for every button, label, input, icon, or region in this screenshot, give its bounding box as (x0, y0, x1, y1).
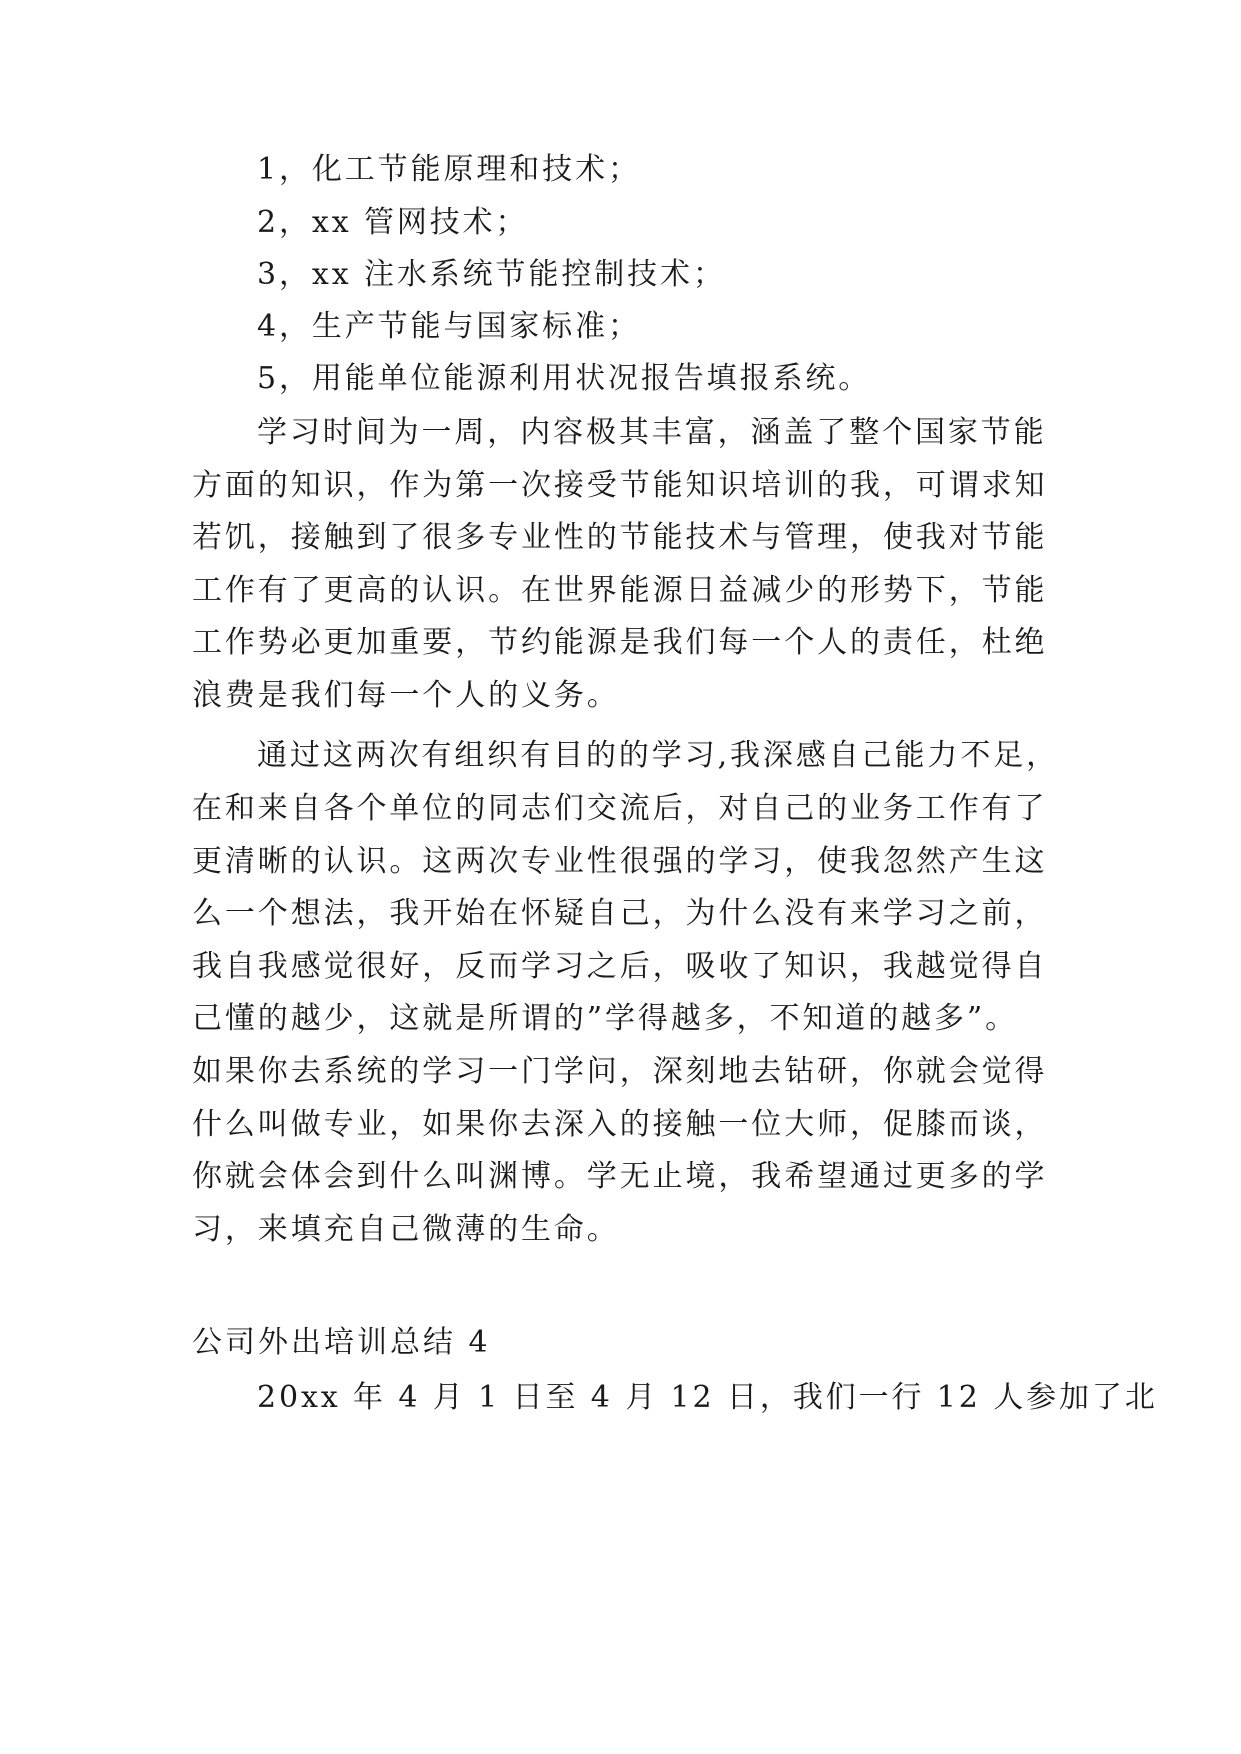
list-item-5: 5，用能单位能源利用状况报告填报系统。 (257, 361, 872, 396)
paragraph-3-line-1: 20xx 年 4 月 1 日至 4 月 12 日，我们一行 12 人参加了北 (257, 1380, 1158, 1415)
paragraph-1-line-2: 方面的知识，作为第一次接受节能知识培训的我，可谓求知 (192, 468, 1048, 503)
paragraph-1-line-3: 若饥，接触到了很多专业性的节能技术与管理，使我对节能 (192, 520, 1048, 555)
list-item-2: 2，xx 管网技术； (257, 205, 529, 240)
paragraph-2-line-10: 习，来填充自己微薄的生命。 (192, 1212, 620, 1247)
list-item-1: 1，化工节能原理和技术； (257, 152, 641, 187)
paragraph-2-line-9: 你就会体会到什么叫渊博。学无止境，我希望通过更多的学 (192, 1159, 1048, 1194)
paragraph-2-line-7: 如果你去系统的学习一门学问，深刻地去钻研，你就会觉得 (192, 1054, 1048, 1089)
paragraph-2-line-5: 我自我感觉很好，反而学习之后，吸收了知识，我越觉得自 (192, 949, 1048, 984)
paragraph-2-line-4: 么一个想法，我开始在怀疑自己，为什么没有来学习之前， (192, 896, 1048, 931)
paragraph-1-line-4: 工作有了更高的认识。在世界能源日益减少的形势下，节能 (192, 573, 1048, 608)
list-item-3: 3，xx 注水系统节能控制技术； (257, 257, 726, 292)
section-heading: 公司外出培训总结 4 (192, 1325, 491, 1360)
paragraph-1-line-6: 浪费是我们每一个人的义务。 (192, 678, 620, 713)
paragraph-2-line-8: 什么叫做专业，如果你去深入的接触一位大师，促膝而谈， (192, 1107, 1048, 1142)
list-item-4: 4，生产节能与国家标准； (257, 309, 641, 344)
paragraph-2-line-1: 通过这两次有组织有目的的学习,我深感自己能力不足， (257, 738, 1060, 773)
paragraph-2-line-6: 己懂的越少，这就是所谓的”学得越多，不知道的越多”。 (192, 1001, 1019, 1036)
paragraph-1-line-1: 学习时间为一周，内容极其丰富，涵盖了整个国家节能 (257, 415, 1047, 450)
paragraph-2-line-3: 更清晰的认识。这两次专业性很强的学习，使我忽然产生这 (192, 844, 1048, 879)
paragraph-1-line-5: 工作势必更加重要，节约能源是我们每一个人的责任，杜绝 (192, 625, 1048, 660)
paragraph-2-line-2: 在和来自各个单位的同志们交流后，对自己的业务工作有了 (192, 791, 1048, 826)
